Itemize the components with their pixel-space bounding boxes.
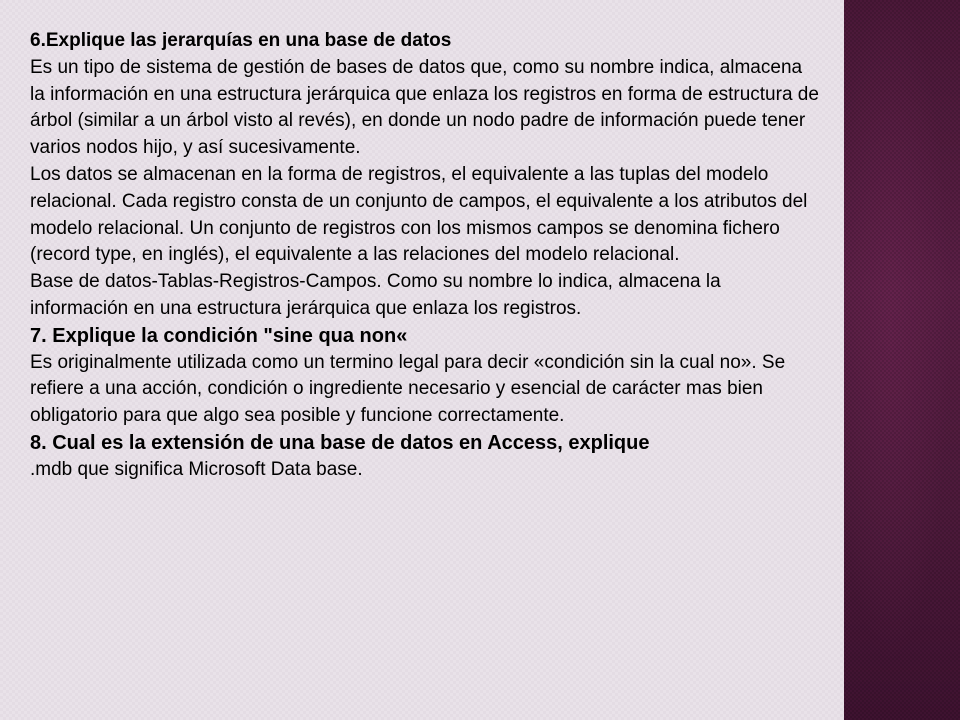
section-6-paragraph-3: Base de datos-Tablas-Registros-Campos. Como su nombre lo indica, almacena la información en una estructura jerárquica que enlaza los registros. — [30, 271, 721, 319]
slide-content — [30, 28, 820, 484]
section-8-heading: 8. Cual es la extensión de una base de datos en Access, explique — [30, 431, 650, 454]
section-7-heading: 7. Explique la condición "sine qua non« — [30, 324, 408, 347]
decorative-side-bar — [844, 0, 960, 720]
section-7-paragraph-1: Es originalmente utilizada como un termino legal para decir «condición sin la cual no». Se refiere a una acción, condición o ingrediente necesario y esencial de carácter mas bien obligatorio para que algo sea posible y funcione correctamente. — [30, 351, 786, 427]
section-6-paragraph-2: Los datos se almacenan en la forma de registros, el equivalente a las tuplas del modelo relacional. Cada registro consta de un conjunto de campos, el equivalente a los atributos del modelo relacional. Un conjunto de registros con los mismos campos se denomina fichero (record type, en inglés), el equivalente a las relaciones del modelo relacional. — [30, 163, 808, 266]
section-6-paragraph-1: Es un tipo de sistema de gestión de bases de datos que, como su nombre indica, almacena la información en una estructura jerárquica que enlaza los registros en forma de estructura de árbol (similar a un árbol visto al revés), en donde un nodo padre de información puede tener varios nodos hijo, y así sucesivamente. — [30, 56, 819, 159]
section-6-heading: 6.Explique las jerarquías en una base de datos — [30, 30, 452, 51]
section-8-paragraph-1: .mdb que significa Microsoft Data base. — [30, 458, 363, 480]
